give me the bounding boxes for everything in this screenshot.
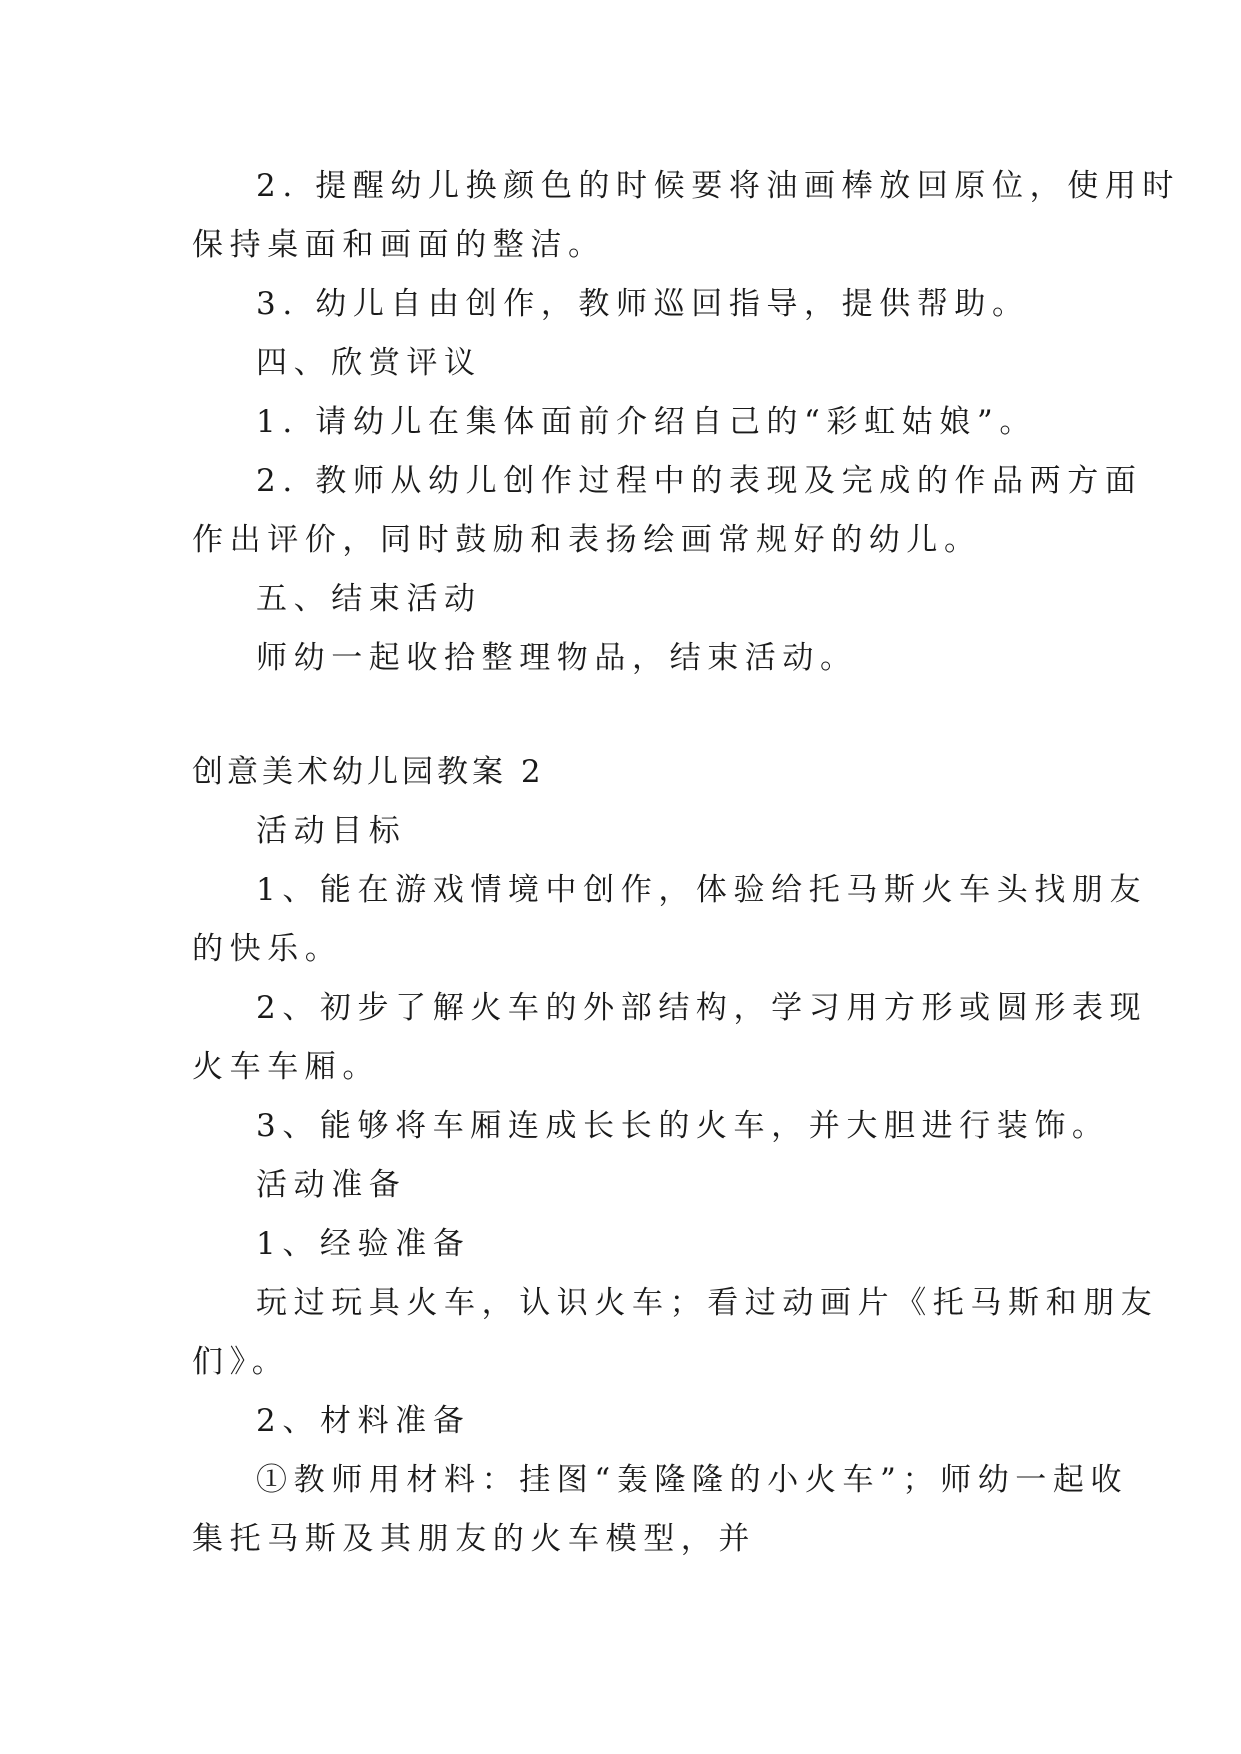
paragraph-line: 火车车厢。 xyxy=(192,1049,380,1085)
section-heading: 四、欣赏评议 xyxy=(256,345,482,381)
paragraph-line: 2、初步了解火车的外部结构，学习用方形或圆形表现 xyxy=(256,990,1148,1026)
paragraph-line: 玩过玩具火车，认识火车；看过动画片《托马斯和朋友 xyxy=(256,1285,1159,1321)
paragraph-line: 1. 请幼儿在集体面前介绍自己的“彩虹姑娘”。 xyxy=(256,404,1037,440)
paragraph-line: 集托马斯及其朋友的火车模型，并 xyxy=(192,1521,756,1557)
section-heading: 活动目标 xyxy=(256,813,407,849)
paragraph-line: 的快乐。 xyxy=(192,931,343,967)
paragraph-line: 作出评价，同时鼓励和表扬绘画常规好的幼儿。 xyxy=(192,522,982,558)
paragraph-line: 们》。 xyxy=(192,1344,290,1380)
paragraph-line: 3. 幼儿自由创作，教师巡回指导，提供帮助。 xyxy=(256,286,1030,322)
sub-heading: 2、材料准备 xyxy=(256,1403,471,1439)
sub-heading: 1、经验准备 xyxy=(256,1226,471,1262)
paragraph-line: 师幼一起收拾整理物品，结束活动。 xyxy=(256,640,858,676)
paragraph-line: 保持桌面和画面的整洁。 xyxy=(192,227,606,263)
section-heading: 活动准备 xyxy=(256,1167,407,1203)
paragraph-line: ①教师用材料：挂图“轰隆隆的小火车”；师幼一起收 xyxy=(256,1462,1129,1498)
document-title: 创意美术幼儿园教案 2 xyxy=(192,754,545,790)
section-heading: 五、结束活动 xyxy=(256,581,482,617)
paragraph-line: 2. 提醒幼儿换颜色的时候要将油画棒放回原位，使用时 xyxy=(256,168,1181,204)
paragraph-line: 3、能够将车厢连成长长的火车，并大胆进行装饰。 xyxy=(256,1108,1110,1144)
paragraph-line: 2. 教师从幼儿创作过程中的表现及完成的作品两方面 xyxy=(256,463,1143,499)
paragraph-line: 1、能在游戏情境中创作，体验给托马斯火车头找朋友 xyxy=(256,872,1148,908)
